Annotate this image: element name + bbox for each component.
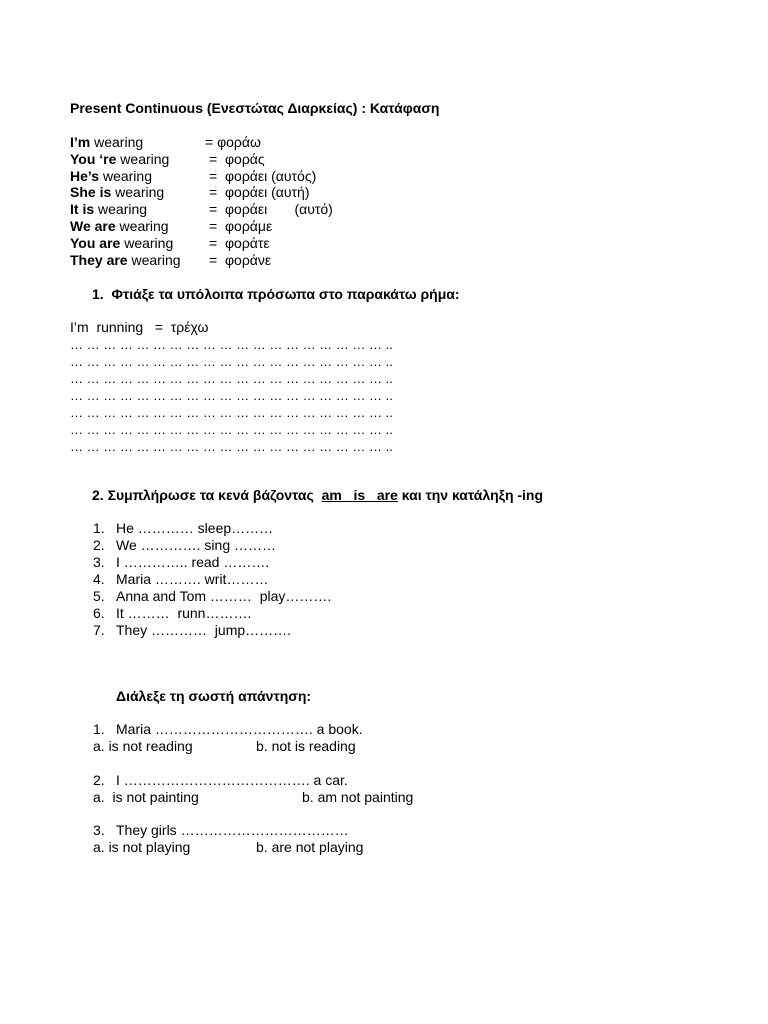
pronoun: We are: [70, 218, 116, 234]
item-number: 5.: [93, 588, 105, 604]
pronoun: You ‘re: [70, 151, 117, 167]
conjugation-row: [70, 201, 147, 218]
item-number: 3.: [93, 554, 105, 570]
verb: wearing: [115, 218, 169, 234]
translation: = φοράτε: [209, 235, 270, 251]
item-number: 2.: [93, 537, 105, 553]
verb: wearing: [127, 252, 181, 268]
answer-dot-line[interactable]: … … … … … … … … … … … … … … … … … … … ..: [70, 337, 393, 352]
list-item[interactable]: Anna and Tom ……… play……….: [116, 588, 332, 604]
question-text: I …………………………………. a car.: [116, 772, 348, 788]
option-b[interactable]: b. am not painting: [302, 789, 414, 805]
option-a[interactable]: a. is not reading: [93, 738, 193, 754]
option-a[interactable]: a. is not painting: [93, 789, 199, 805]
list-item[interactable]: Maria ………. writ………: [116, 571, 269, 587]
conjugation-row: [70, 235, 173, 252]
item-number: 7.: [93, 622, 105, 638]
question-number: 3.: [93, 822, 105, 838]
translation: = φοράς: [209, 151, 265, 167]
pronoun: It is: [70, 201, 95, 217]
item-number: 1.: [93, 520, 105, 536]
answer-dot-line[interactable]: … … … … … … … … … … … … … … … … … … … ..: [70, 354, 393, 369]
question-text: Maria ……………………………. a book.: [116, 721, 363, 737]
pronoun: He’s: [70, 168, 100, 184]
exercise-1-example: I’m running = τρέχω: [70, 319, 209, 335]
conjugation-row: [70, 168, 152, 185]
question-number: 1.: [93, 721, 105, 737]
list-item[interactable]: He ………… sleep………: [116, 520, 274, 536]
conjugation-row: [70, 218, 169, 235]
question-text: They girls ………………………………: [116, 822, 349, 838]
exercise-3-heading: Διάλεξε τη σωστή απάντηση:: [116, 688, 312, 704]
item-number: 6.: [93, 605, 105, 621]
translation: = φοράω: [205, 134, 261, 150]
item-number: 4.: [93, 571, 105, 587]
list-item[interactable]: They ………… jump……….: [116, 622, 292, 638]
exercise-2-heading: [92, 487, 543, 504]
answer-dot-line[interactable]: … … … … … … … … … … … … … … … … … … … ..: [70, 439, 393, 454]
list-item[interactable]: We …………. sing ………: [116, 537, 276, 553]
exercise-2-heading-suffix: και την κατάληξη -ing: [397, 487, 544, 503]
verb: wearing: [111, 184, 165, 200]
answer-dot-line[interactable]: … … … … … … … … … … … … … … … … … … … ..: [70, 388, 393, 403]
option-a[interactable]: a. is not playing: [93, 839, 191, 855]
translation: = φοράει (αυτό): [209, 201, 333, 217]
translation: = φοράνε: [209, 252, 272, 268]
pronoun: They are: [70, 252, 128, 268]
exercise-2-heading-options: am is are: [321, 487, 398, 503]
question-number: 2.: [93, 772, 105, 788]
answer-dot-line[interactable]: … … … … … … … … … … … … … … … … … … … ..: [70, 405, 393, 420]
pronoun: You are: [70, 235, 121, 251]
translation: = φοράμε: [209, 218, 273, 234]
verb: wearing: [99, 168, 152, 184]
answer-dot-line[interactable]: … … … … … … … … … … … … … … … … … … … ..: [70, 371, 393, 386]
verb: wearing: [116, 151, 170, 167]
list-item[interactable]: I ………….. read ……….: [116, 554, 270, 570]
conjugation-row: [70, 134, 143, 151]
option-b[interactable]: b. are not playing: [256, 839, 364, 855]
exercise-2-heading-prefix: 2. Συμπλήρωσε τα κενά βάζοντας: [92, 487, 322, 503]
verb: wearing: [94, 201, 148, 217]
answer-dot-line[interactable]: … … … … … … … … … … … … … … … … … … … ..: [70, 422, 393, 437]
page-title: Present Continuous (Ενεστώτας Διαρκείας) : Κατάφαση: [70, 100, 440, 116]
pronoun: She is: [70, 184, 112, 200]
conjugation-row: [70, 252, 181, 269]
translation: = φοράει (αυτός): [209, 168, 317, 184]
verb: wearing: [120, 235, 174, 251]
conjugation-row: [70, 184, 164, 201]
option-b[interactable]: b. not is reading: [256, 738, 356, 754]
pronoun: I’m: [70, 134, 91, 150]
verb: wearing: [90, 134, 144, 150]
conjugation-row: [70, 151, 169, 168]
list-item[interactable]: It ……… runn……….: [116, 605, 252, 621]
translation: = φοράει (αυτή): [209, 184, 310, 200]
exercise-1-heading: 1. Φτιάξε τα υπόλοιπα πρόσωπα στο παρακάτω ρήμα:: [92, 286, 460, 302]
